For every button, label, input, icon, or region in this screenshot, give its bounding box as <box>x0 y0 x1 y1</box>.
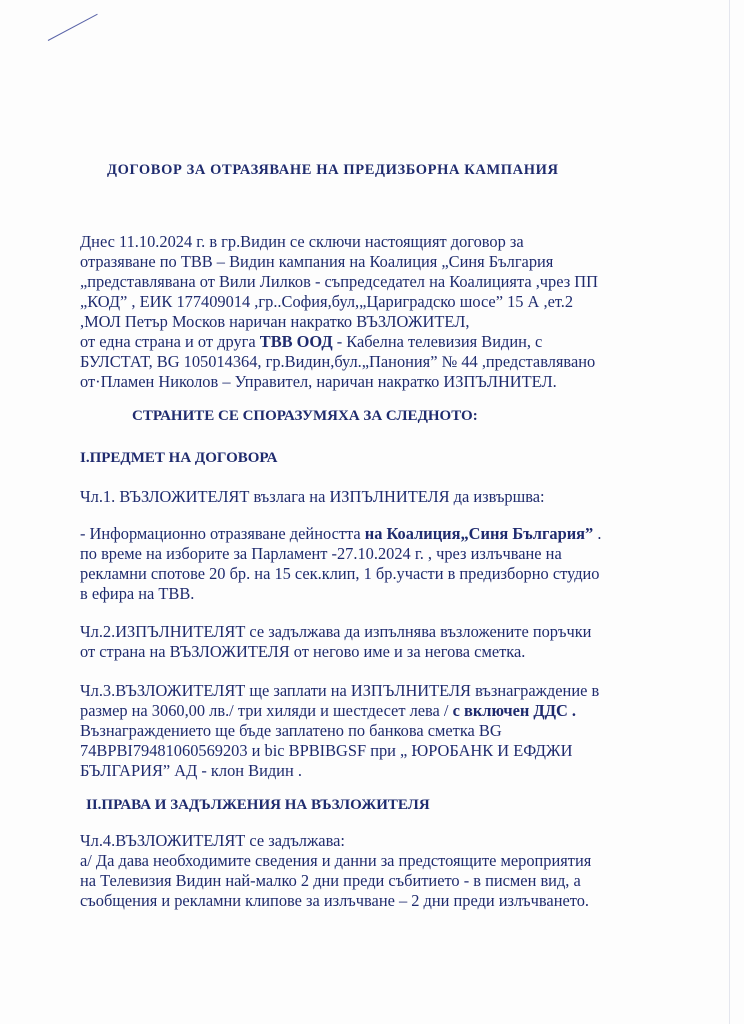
article-2-line-2: от страна на ВЪЗЛОЖИТЕЛЯ от негово име и за негова сметка. <box>80 642 526 661</box>
article-4-line-2: а/ Да дава необходимите сведения и данни за предстоящите мероприятия <box>80 851 592 870</box>
intro-line-7: БУЛСТАТ, BG 105014364, гр.Видин,бул.„Панония” № 44 ,представлявано <box>80 352 596 371</box>
article-3-line-4: 74BPBI79481060569203 и bic BPBIBGSF при „ ЮРОБАНК И ЕФДЖИ <box>80 741 573 760</box>
intro-line-8: от·Пламен Николов – Управител, наричан накратко ИЗПЪЛНИТЕЛ. <box>80 372 557 391</box>
section-1-heading: I.ПРЕДМЕТ НА ДОГОВОРА <box>80 450 278 466</box>
info-line-3: рекламни спотове 20 бр. на 15 сек.клип, 1 бр.участи в предизборно студио <box>80 564 600 583</box>
info-line-1 <box>80 524 601 544</box>
article-3-line-2-text: размер на 3060,00 лв./ три хиляди и шестдесет лева / <box>80 701 453 720</box>
article-4-line-1: Чл.4.ВЪЗЛОЖИТЕЛЯТ се задължава: <box>80 831 345 850</box>
article-3-line-3: Възнаграждението ще бъде заплатено по банкова сметка BG <box>80 721 502 740</box>
article-4-line-4: съобщения и рекламни клипове за излъчване – 2 дни преди излъчването. <box>80 891 589 910</box>
intro-line-1: Днес 11.10.2024 г. в гр.Видин се сключи настоящият договор за <box>80 232 524 251</box>
vat-included: с включен ДДС . <box>452 701 577 720</box>
info-line-1-text: - Информационно отразяване дейността <box>80 524 365 543</box>
intro-line-3: „представлявана от Вили Лилков - съпредседател на Коалицията ,чрез ПП <box>80 272 598 291</box>
article-4-line-3: на Телевизия Видин най-малко 2 дни преди събитието - в писмен вид, а <box>80 871 581 890</box>
section-2-heading: II.ПРАВА И ЗАДЪЛЖЕНИЯ НА ВЪЗЛОЖИТЕЛЯ <box>86 797 430 813</box>
agreed-heading: СТРАНИТЕ СЕ СПОРАЗУМЯХА ЗА СЛЕДНОТО: <box>132 408 478 424</box>
info-line-1-end: . <box>593 524 602 543</box>
article-1: Чл.1. ВЪЗЛОЖИТЕЛЯТ възлага на ИЗПЪЛНИТЕЛЯ да извършва: <box>80 487 545 506</box>
coalition-name: на Коалиция„Синя България” <box>364 524 594 543</box>
intro-line-6 <box>80 332 542 352</box>
page-edge <box>729 0 730 1024</box>
pen-mark <box>48 14 98 41</box>
info-line-2: по време на изборите за Парламент -27.10.2024 г. , чрез излъчване на <box>80 544 562 563</box>
article-3-line-1: Чл.3.ВЪЗЛОЖИТЕЛЯТ ще заплати на ИЗПЪЛНИТЕЛЯ възнаграждение в <box>80 681 600 700</box>
document-title: ДОГОВОР ЗА ОТРАЗЯВАНЕ НА ПРЕДИЗБОРНА КАМПАНИЯ <box>107 162 559 178</box>
contractor-name: ТВВ ООД <box>259 332 333 351</box>
info-line-4: в ефира на ТВВ. <box>80 584 195 603</box>
intro-line-4: „КОД” , ЕИК 177409014 ,гр..София,бул,„Цариградско шосе” 15 А ,ет.2 <box>80 292 574 311</box>
article-2-line-1: Чл.2.ИЗПЪЛНИТЕЛЯТ се задължава да изпълнява възложените поръчки <box>80 622 592 641</box>
intro-line-6-rest: - Кабелна телевизия Видин, с <box>332 332 543 351</box>
intro-line-6-text: от една страна и от друга <box>80 332 260 351</box>
intro-line-5: ,МОЛ Петър Москов наричан накратко ВЪЗЛОЖИТЕЛ, <box>80 312 470 331</box>
article-3-line-2 <box>80 701 576 721</box>
article-3-line-5: БЪЛГАРИЯ” АД - клон Видин . <box>80 761 302 780</box>
intro-line-2: отразяване по ТВВ – Видин кампания на Коалиция „Синя България <box>80 252 554 271</box>
